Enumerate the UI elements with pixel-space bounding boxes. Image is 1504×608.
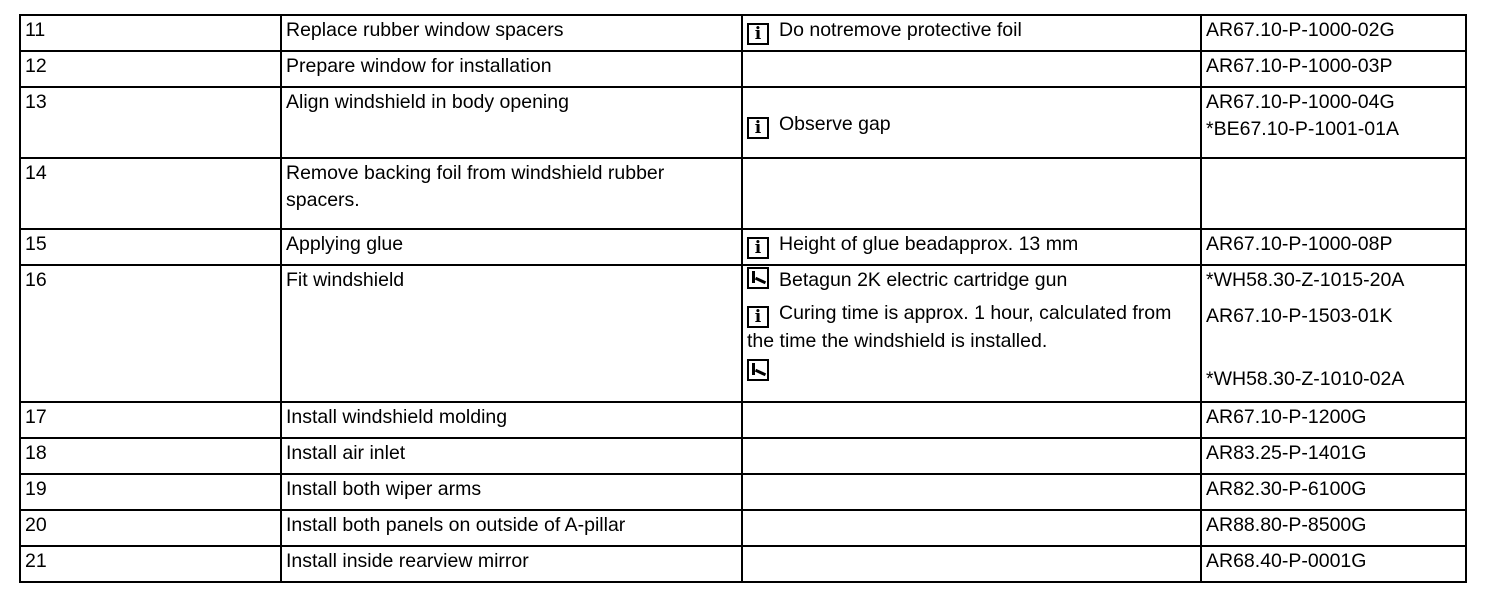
table-row (20, 15, 1466, 51)
operation-text: Install windshield molding (281, 402, 742, 438)
note-cell (742, 265, 1201, 402)
note-cell (742, 402, 1201, 438)
note-cell (742, 158, 1201, 229)
note-cell (742, 229, 1201, 265)
special-tool-icon (747, 267, 769, 289)
reference-link[interactable]: AR88.80-P-8500G (1201, 510, 1466, 546)
info-icon: i (747, 237, 769, 259)
reference-link[interactable]: AR82.30-P-6100G (1201, 474, 1466, 510)
table-row (20, 402, 1466, 438)
operation-text: Remove backing foil from windshield rubber spacers. (281, 158, 742, 229)
step-number: 16 (20, 265, 281, 402)
note-cell (742, 546, 1201, 582)
info-icon: i (747, 23, 769, 45)
step-number: 15 (20, 229, 281, 265)
reference-link[interactable]: *BE67.10-P-1001-01A (1206, 118, 1399, 140)
operation-text: Prepare window for installation (281, 51, 742, 87)
step-number: 20 (20, 510, 281, 546)
procedure-table (19, 14, 1467, 583)
reference-link[interactable]: AR67.10-P-1200G (1201, 402, 1466, 438)
step-number: 18 (20, 438, 281, 474)
operation-text: Install air inlet (281, 438, 742, 474)
reference-cell (1201, 87, 1466, 158)
step-number: 14 (20, 158, 281, 229)
note-text: Observe gap (779, 113, 891, 135)
table-row (20, 51, 1466, 87)
table-row (20, 510, 1466, 546)
table-row (20, 265, 1466, 402)
reference-link[interactable]: *WH58.30-Z-1010-02A (1206, 368, 1405, 390)
reference-link[interactable]: AR83.25-P-1401G (1201, 438, 1466, 474)
note-text: Height of glue beadapprox. 13 mm (779, 233, 1079, 255)
operation-text: Align windshield in body opening (281, 87, 742, 158)
operation-text: Applying glue (281, 229, 742, 265)
reference-link[interactable]: AR67.10-P-1000-04G (1206, 91, 1395, 113)
table-row (20, 87, 1466, 158)
operation-text: Install both wiper arms (281, 474, 742, 510)
reference-link[interactable] (1201, 158, 1466, 229)
operation-text: Fit windshield (281, 265, 742, 402)
step-number: 12 (20, 51, 281, 87)
note-cell (742, 51, 1201, 87)
note-cell (742, 15, 1201, 51)
tool-note-text: Betagun 2K electric cartridge gun (779, 269, 1068, 291)
step-number: 13 (20, 87, 281, 158)
note-cell (742, 474, 1201, 510)
reference-link[interactable]: AR67.10-P-1000-08P (1201, 229, 1466, 265)
note-text: Curing time is approx. 1 hour, calculated from the time the windshield is installed. (747, 302, 1172, 352)
reference-link[interactable]: AR67.10-P-1000-03P (1201, 51, 1466, 87)
info-icon: i (747, 306, 769, 328)
special-tool-icon (747, 359, 769, 381)
note-cell (742, 438, 1201, 474)
table-row (20, 229, 1466, 265)
table-row (20, 158, 1466, 229)
operation-text: Install both panels on outside of A-pillar (281, 510, 742, 546)
reference-link[interactable]: *WH58.30-Z-1015-20A (1206, 269, 1405, 291)
table-row (20, 438, 1466, 474)
note-text: Do notremove protective foil (779, 19, 1022, 41)
note-cell (742, 87, 1201, 158)
operation-text: Replace rubber window spacers (281, 15, 742, 51)
step-number: 21 (20, 546, 281, 582)
info-icon: i (747, 117, 769, 139)
reference-link[interactable]: AR67.10-P-1503-01K (1206, 305, 1393, 327)
reference-cell (1201, 265, 1466, 402)
operation-text: Install inside rearview mirror (281, 546, 742, 582)
step-number: 19 (20, 474, 281, 510)
step-number: 11 (20, 15, 281, 51)
step-number: 17 (20, 402, 281, 438)
table-row (20, 546, 1466, 582)
reference-link[interactable]: AR68.40-P-0001G (1201, 546, 1466, 582)
reference-link[interactable]: AR67.10-P-1000-02G (1201, 15, 1466, 51)
note-cell (742, 510, 1201, 546)
table-row (20, 474, 1466, 510)
